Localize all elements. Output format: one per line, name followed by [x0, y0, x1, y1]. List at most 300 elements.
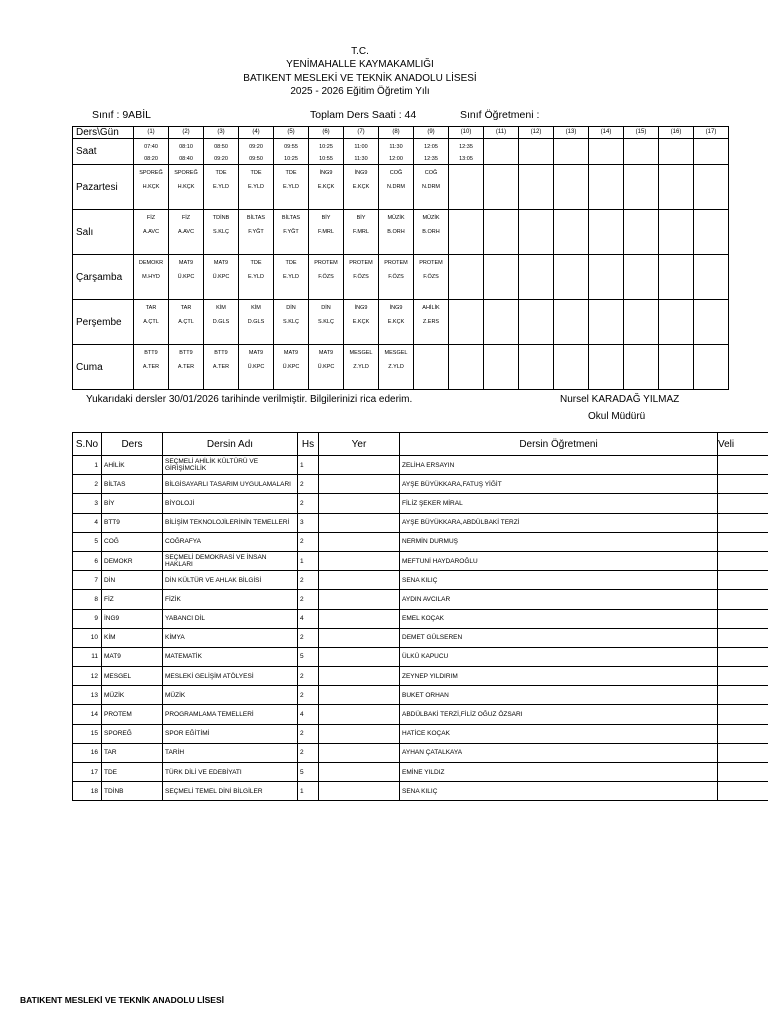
lesson-cell — [239, 300, 274, 345]
table-cell: AYŞE BÜYÜKKARA,FATUŞ YİĞİT — [400, 475, 718, 494]
teacher-code: E.KÇK — [317, 184, 335, 190]
class-teacher-label: Sınıf Öğretmeni : — [460, 109, 540, 121]
period-number: (13) — [554, 127, 589, 139]
teacher-code: Ü.KPC — [317, 364, 335, 370]
table-cell: MESLEKİ GELİŞİM ATÖLYESİ — [163, 667, 298, 686]
lesson-code: DİN — [286, 305, 296, 311]
lesson-cell — [204, 300, 239, 345]
lesson-cell — [344, 255, 379, 300]
table-cell: 2 — [298, 667, 319, 686]
end-time: 12:35 — [424, 156, 438, 162]
lesson-cell — [659, 300, 694, 345]
table-cell: MÜZİK — [102, 686, 163, 705]
teacher-code: D.GLS — [247, 319, 265, 325]
list-header: Dersin Öğretmeni — [400, 433, 718, 456]
lesson-code: TAR — [180, 305, 192, 311]
lesson-cell — [309, 255, 344, 300]
table-cell: DEMOKR — [102, 551, 163, 570]
teacher-code: F.ÖZS — [318, 274, 334, 280]
table-row — [73, 494, 768, 513]
teacher-code: D.GLS — [212, 319, 230, 325]
table-cell: FİLİZ ŞEKER MİRAL — [400, 494, 718, 513]
table-cell — [319, 628, 400, 647]
teacher-code: F.MRL — [318, 229, 334, 235]
lesson-cell — [379, 300, 414, 345]
lesson-cell — [169, 165, 204, 210]
start-time: 09:20 — [249, 144, 263, 150]
table-row — [73, 743, 768, 762]
time-cell — [134, 139, 169, 165]
time-cell — [694, 139, 729, 165]
table-cell: TDİNB — [102, 782, 163, 801]
lesson-cell — [624, 210, 659, 255]
list-header: Hs — [298, 433, 319, 456]
table-row — [73, 513, 768, 532]
lesson-code: TDE — [285, 170, 297, 176]
table-cell: 3 — [73, 494, 102, 513]
table-cell — [718, 571, 768, 590]
teacher-code: E.KÇK — [387, 319, 405, 325]
time-cell — [344, 139, 379, 165]
table-cell: 4 — [73, 513, 102, 532]
lesson-cell — [659, 165, 694, 210]
start-time — [589, 142, 623, 152]
table-cell: TARİH — [163, 743, 298, 762]
lesson-code: BTT9 — [214, 350, 228, 356]
lesson-cell — [519, 255, 554, 300]
table-cell — [319, 763, 400, 782]
lesson-code: MAT9 — [283, 350, 299, 356]
lesson-cell — [239, 345, 274, 390]
teacher-code: E.YLD — [213, 184, 229, 190]
teacher-code: S.KLÇ — [283, 319, 299, 325]
lesson-cell — [169, 345, 204, 390]
lesson-cell — [344, 345, 379, 390]
lesson-cell — [589, 300, 624, 345]
lesson-cell — [204, 345, 239, 390]
lesson-cell — [589, 165, 624, 210]
table-cell: TDE — [102, 763, 163, 782]
period-number: (12) — [519, 127, 554, 139]
table-cell: 2 — [298, 628, 319, 647]
table-cell: EMİNE YILDIZ — [400, 763, 718, 782]
lesson-cell — [484, 255, 519, 300]
lesson-code: PROTEM — [349, 260, 373, 266]
table-cell: 2 — [298, 494, 319, 513]
time-cell — [169, 139, 204, 165]
lesson-cell — [379, 210, 414, 255]
table-cell: BİLİŞİM TEKNOLOJİLERİNİN TEMELLERİ — [163, 513, 298, 532]
teacher-code: Ü.KPC — [212, 274, 230, 280]
lesson-cell — [414, 345, 449, 390]
table-cell — [718, 590, 768, 609]
table-cell: 2 — [298, 475, 319, 494]
day-row — [73, 255, 729, 300]
table-row — [73, 475, 768, 494]
lesson-cell — [484, 300, 519, 345]
lesson-cell — [554, 165, 589, 210]
lesson-cell — [169, 255, 204, 300]
time-cell — [239, 139, 274, 165]
lesson-cell — [484, 210, 519, 255]
corner-label: Ders\Gün — [73, 127, 134, 139]
time-cell — [659, 139, 694, 165]
table-cell: 1 — [298, 551, 319, 570]
lesson-cell — [274, 165, 309, 210]
table-cell — [718, 609, 768, 628]
teacher-code: S.KLÇ — [213, 229, 229, 235]
table-cell: 2 — [298, 743, 319, 762]
header-year: 2025 - 2026 Eğitim Öğretim Yılı — [290, 86, 430, 97]
table-cell: 1 — [298, 456, 319, 475]
lesson-cell — [519, 345, 554, 390]
lesson-cell — [624, 345, 659, 390]
table-cell: TÜRK DİLİ VE EDEBİYATI — [163, 763, 298, 782]
start-time — [659, 142, 693, 152]
time-cell — [519, 139, 554, 165]
table-cell — [319, 475, 400, 494]
header-kaymakamlik: YENİMAHALLE KAYMAKAMLIĞI — [286, 59, 434, 70]
period-number: (17) — [694, 127, 729, 139]
lesson-code: PROTEM — [384, 260, 408, 266]
teacher-code: M.HYD — [142, 274, 160, 280]
table-cell: 12 — [73, 667, 102, 686]
teacher-code: F.ÖZS — [388, 274, 404, 280]
lesson-cell — [204, 210, 239, 255]
lesson-cell — [554, 300, 589, 345]
teacher-code: A.AVC — [177, 229, 195, 235]
period-number: (5) — [274, 127, 309, 139]
day-row — [73, 300, 729, 345]
lesson-cell — [239, 165, 274, 210]
lesson-code: FİZ — [146, 215, 156, 221]
teacher-code: H.KÇK — [177, 184, 195, 190]
end-time: 08:20 — [144, 156, 158, 162]
teacher-code: E.YLD — [283, 184, 299, 190]
table-cell — [319, 743, 400, 762]
table-cell — [718, 647, 768, 666]
time-cell — [449, 139, 484, 165]
end-time: 09:50 — [249, 156, 263, 162]
end-time: 12:00 — [389, 156, 403, 162]
lesson-cell — [484, 165, 519, 210]
lesson-cell — [694, 165, 729, 210]
table-cell: AYHAN ÇATALKAYA — [400, 743, 718, 762]
table-cell: 9 — [73, 609, 102, 628]
lesson-cell — [554, 210, 589, 255]
table-cell: SPOREĞ — [102, 724, 163, 743]
lesson-cell — [309, 300, 344, 345]
period-number: (14) — [589, 127, 624, 139]
lesson-code: DİN — [321, 305, 331, 311]
lesson-cell — [414, 255, 449, 300]
table-cell: 14 — [73, 705, 102, 724]
table-cell: 13 — [73, 686, 102, 705]
table-cell: SEÇMELİ DEMOKRASİ VE İNSAN HAKLARI — [163, 551, 298, 570]
table-cell: 8 — [73, 590, 102, 609]
day-name: Cuma — [73, 345, 134, 390]
lesson-cell — [554, 255, 589, 300]
table-cell: MESGEL — [102, 667, 163, 686]
lesson-cell — [449, 165, 484, 210]
table-cell: DEMET GÜLSEREN — [400, 628, 718, 647]
period-number: (11) — [484, 127, 519, 139]
table-row — [73, 551, 768, 570]
start-time: 07:40 — [144, 144, 158, 150]
time-cell — [484, 139, 519, 165]
table-cell: BİY — [102, 494, 163, 513]
class-label: Sınıf : 9ABİL — [92, 109, 151, 121]
table-cell: PROTEM — [102, 705, 163, 724]
header-school: BATIKENT MESLEKİ VE TEKNİK ANADOLU LİSESİ — [243, 73, 477, 84]
table-cell — [319, 609, 400, 628]
table-cell — [718, 763, 768, 782]
period-number: (15) — [624, 127, 659, 139]
end-time: 10:25 — [284, 156, 298, 162]
table-cell: 1 — [73, 456, 102, 475]
table-cell — [718, 667, 768, 686]
lesson-cell — [694, 255, 729, 300]
table-cell — [319, 513, 400, 532]
teacher-code: H.KÇK — [142, 184, 160, 190]
table-cell — [718, 686, 768, 705]
teacher-code: E.YLD — [248, 274, 264, 280]
table-cell — [718, 513, 768, 532]
lesson-code: BİY — [356, 215, 366, 221]
table-cell — [319, 686, 400, 705]
start-time — [519, 142, 553, 152]
table-cell: BİLGİSAYARLI TASARIM UYGULAMALARI — [163, 475, 298, 494]
teacher-code: F.MRL — [353, 229, 369, 235]
table-row — [73, 782, 768, 801]
lesson-cell — [169, 210, 204, 255]
total-hours-value: : 44 — [398, 109, 417, 121]
lesson-code: MÜZİK — [387, 215, 405, 221]
table-cell: HATİCE KOÇAK — [400, 724, 718, 743]
lesson-code: BİLTAS — [281, 215, 301, 221]
start-time: 09:55 — [284, 144, 298, 150]
teacher-code: B.ORH — [422, 229, 440, 235]
lesson-code: TAR — [145, 305, 157, 311]
lesson-cell — [624, 300, 659, 345]
teacher-code: F.YĞT — [283, 229, 299, 235]
table-cell — [319, 667, 400, 686]
time-cell — [274, 139, 309, 165]
table-cell — [319, 532, 400, 551]
start-time: 11:00 — [354, 144, 368, 150]
time-cell — [589, 139, 624, 165]
lesson-cell — [239, 255, 274, 300]
end-time: 08:40 — [179, 156, 193, 162]
period-row — [73, 127, 729, 139]
table-cell: 11 — [73, 647, 102, 666]
lesson-cell — [134, 210, 169, 255]
course-list-table — [72, 432, 768, 801]
period-number: (3) — [204, 127, 239, 139]
table-cell: BTT9 — [102, 513, 163, 532]
lesson-cell — [449, 345, 484, 390]
lesson-code: TDE — [215, 170, 227, 176]
lesson-code: KİM — [216, 305, 226, 311]
lesson-code: SPOREĞ — [139, 170, 163, 176]
teacher-code: A.TER — [142, 364, 160, 370]
table-cell: MÜZİK — [163, 686, 298, 705]
start-time: 10:25 — [319, 144, 333, 150]
lesson-cell — [659, 345, 694, 390]
table-cell — [718, 551, 768, 570]
lesson-cell — [204, 255, 239, 300]
lesson-cell — [414, 165, 449, 210]
time-cell — [554, 139, 589, 165]
lesson-code: TDİNB — [212, 215, 230, 221]
lesson-code: PROTEM — [419, 260, 443, 266]
table-cell — [319, 782, 400, 801]
table-cell — [718, 456, 768, 475]
period-number: (9) — [414, 127, 449, 139]
lesson-cell — [694, 345, 729, 390]
teacher-code: Z.YLD — [353, 364, 369, 370]
list-header: Yer — [319, 433, 400, 456]
teacher-code: E.YLD — [248, 184, 264, 190]
day-name: Salı — [73, 210, 134, 255]
table-cell: 2 — [73, 475, 102, 494]
lesson-code: SPOREĞ — [174, 170, 198, 176]
table-cell — [319, 551, 400, 570]
teacher-code: F.ÖZS — [353, 274, 369, 280]
table-cell: 5 — [73, 532, 102, 551]
lesson-code: KİM — [251, 305, 261, 311]
table-cell: SENA KILIÇ — [400, 571, 718, 590]
start-time — [694, 142, 728, 152]
period-number: (10) — [449, 127, 484, 139]
list-header: Ders — [102, 433, 163, 456]
lesson-code: FİZ — [181, 215, 191, 221]
lesson-cell — [449, 255, 484, 300]
lesson-cell — [134, 165, 169, 210]
table-row — [73, 763, 768, 782]
lesson-cell — [624, 165, 659, 210]
time-cell — [624, 139, 659, 165]
table-cell: DİN — [102, 571, 163, 590]
start-time — [484, 142, 518, 152]
day-name: Perşembe — [73, 300, 134, 345]
period-number: (1) — [134, 127, 169, 139]
end-time: 09:20 — [214, 156, 228, 162]
teacher-code: A.TER — [212, 364, 230, 370]
table-cell: ZELİHA ERSAYIN — [400, 456, 718, 475]
lesson-cell — [659, 255, 694, 300]
table-cell — [718, 705, 768, 724]
table-cell: BİLTAS — [102, 475, 163, 494]
principal-name: Nursel KARADAĞ YILMAZ — [560, 394, 680, 405]
lesson-code: MAT9 — [178, 260, 194, 266]
lesson-cell — [449, 210, 484, 255]
lesson-code: BTT9 — [144, 350, 158, 356]
lesson-code: MAT9 — [213, 260, 229, 266]
table-cell: ÜLKÜ KAPUCU — [400, 647, 718, 666]
lesson-cell — [589, 255, 624, 300]
start-time: 08:10 — [179, 144, 193, 150]
period-number: (8) — [379, 127, 414, 139]
lesson-cell — [694, 300, 729, 345]
table-cell: KİMYA — [163, 628, 298, 647]
lesson-cell — [169, 300, 204, 345]
teacher-code: Ü.KPC — [177, 274, 195, 280]
teacher-code: E.KÇK — [352, 319, 370, 325]
table-cell: 2 — [298, 571, 319, 590]
header-tc: T.C. — [351, 46, 369, 57]
table-cell: 2 — [298, 532, 319, 551]
lesson-code: İNG9 — [354, 305, 368, 311]
time-cell — [414, 139, 449, 165]
lesson-code: TDE — [250, 170, 262, 176]
start-time: 08:50 — [214, 144, 228, 150]
table-cell: PROGRAMLAMA TEMELLERİ — [163, 705, 298, 724]
lesson-cell — [414, 300, 449, 345]
lesson-code: İNG9 — [389, 305, 403, 311]
table-row — [73, 571, 768, 590]
lesson-code: İNG9 — [319, 170, 333, 176]
table-cell — [718, 743, 768, 762]
table-cell: AYŞE BÜYÜKKARA,ABDÜLBAKİ TERZİ — [400, 513, 718, 532]
table-cell: 18 — [73, 782, 102, 801]
table-cell: 5 — [298, 647, 319, 666]
period-number: (7) — [344, 127, 379, 139]
table-row — [73, 532, 768, 551]
teacher-code: A.TER — [177, 364, 195, 370]
table-cell: NERMİN DURMUŞ — [400, 532, 718, 551]
table-cell — [718, 532, 768, 551]
list-header: Veli — [718, 433, 768, 456]
lesson-cell — [624, 255, 659, 300]
lesson-cell — [589, 345, 624, 390]
lesson-cell — [274, 255, 309, 300]
table-cell: 17 — [73, 763, 102, 782]
table-cell — [718, 724, 768, 743]
lesson-code: MÜZİK — [422, 215, 440, 221]
teacher-code: S.KLÇ — [318, 319, 334, 325]
lesson-cell — [239, 210, 274, 255]
table-cell — [718, 475, 768, 494]
table-cell: BUKET ORHAN — [400, 686, 718, 705]
time-cell — [379, 139, 414, 165]
table-row — [73, 590, 768, 609]
lesson-code: BİY — [321, 215, 331, 221]
table-cell: 15 — [73, 724, 102, 743]
lesson-code: MAT9 — [318, 350, 334, 356]
teacher-code: F.YĞT — [248, 229, 264, 235]
lesson-code: AHİLİK — [422, 305, 440, 311]
table-cell: 4 — [298, 705, 319, 724]
day-row — [73, 210, 729, 255]
table-cell: FİZİK — [163, 590, 298, 609]
teacher-code: N.DRM — [421, 184, 441, 190]
table-cell: MEFTUNİ HAYDAROĞLU — [400, 551, 718, 570]
lesson-cell — [274, 300, 309, 345]
lesson-cell — [379, 255, 414, 300]
table-cell: AYDIN AVCILAR — [400, 590, 718, 609]
lesson-code: COĞ — [424, 170, 438, 176]
table-cell: TAR — [102, 743, 163, 762]
lesson-cell — [309, 210, 344, 255]
lesson-code: İNG9 — [354, 170, 368, 176]
teacher-code: A.ÇTL — [178, 319, 194, 325]
table-cell: İNG9 — [102, 609, 163, 628]
table-row — [73, 667, 768, 686]
table-cell: SEÇMELİ TEMEL DİNİ BİLGİLER — [163, 782, 298, 801]
lesson-cell — [519, 165, 554, 210]
lesson-cell — [344, 300, 379, 345]
